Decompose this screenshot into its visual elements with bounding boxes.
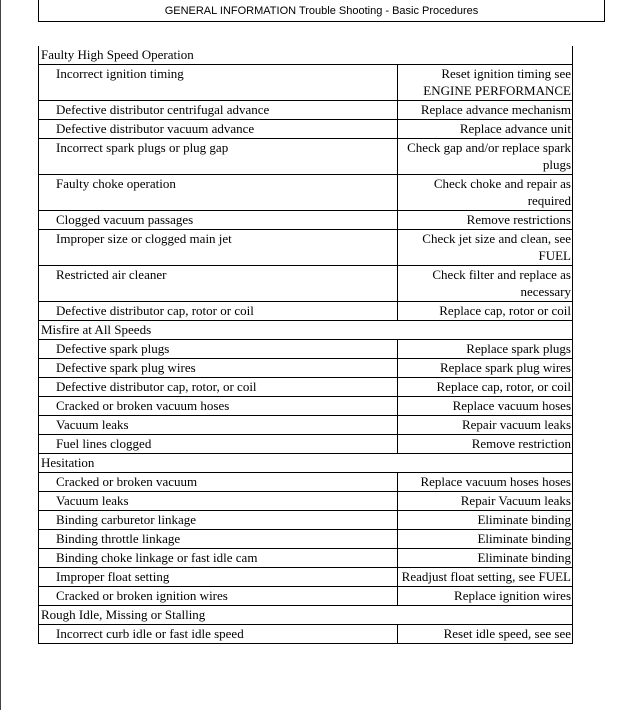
action-cell: Reset ignition timing see ENGINE PERFORMANCE: [398, 65, 573, 101]
condition-cell: Clogged vacuum passages: [39, 211, 398, 230]
action-cell: Remove restrictions: [398, 211, 573, 230]
condition-cell: Defective distributor cap, rotor, or coil: [39, 378, 398, 397]
table-row: [39, 211, 573, 230]
table-row: [39, 340, 573, 359]
table-row: [39, 230, 573, 266]
table-row: [39, 587, 573, 606]
page-header: GENERAL INFORMATION Trouble Shooting - Basic Procedures: [38, 0, 605, 22]
table-row: [39, 120, 573, 139]
section-title: Rough Idle, Missing or Stalling: [39, 606, 573, 625]
action-cell: Replace spark plug wires: [398, 359, 573, 378]
troubleshooting-table: [38, 46, 573, 644]
condition-cell: Cracked or broken ignition wires: [39, 587, 398, 606]
action-cell: Check gap and/or replace spark plugs: [398, 139, 573, 175]
table-row: [39, 359, 573, 378]
table-row: [39, 175, 573, 211]
section-title: Misfire at All Speeds: [39, 321, 573, 340]
condition-cell: Faulty choke operation: [39, 175, 398, 211]
condition-cell: Restricted air cleaner: [39, 266, 398, 302]
table-row: [39, 397, 573, 416]
condition-cell: Defective spark plugs: [39, 340, 398, 359]
table-row: [39, 625, 573, 644]
table-row: [39, 266, 573, 302]
action-cell: Remove restriction: [398, 435, 573, 454]
condition-cell: Incorrect ignition timing: [39, 65, 398, 101]
condition-cell: Defective distributor vacuum advance: [39, 120, 398, 139]
action-cell: Replace vacuum hoses hoses: [398, 473, 573, 492]
action-cell: Replace spark plugs: [398, 340, 573, 359]
section-title: Faulty High Speed Operation: [39, 46, 573, 65]
action-cell: Eliminate binding: [398, 549, 573, 568]
action-cell: Replace cap, rotor, or coil: [398, 378, 573, 397]
table-row: [39, 568, 573, 587]
action-cell: Replace advance unit: [398, 120, 573, 139]
table-row: [39, 416, 573, 435]
condition-cell: Fuel lines clogged: [39, 435, 398, 454]
table-row: [39, 549, 573, 568]
table-row: [39, 139, 573, 175]
action-cell: Replace ignition wires: [398, 587, 573, 606]
condition-cell: Incorrect spark plugs or plug gap: [39, 139, 398, 175]
condition-cell: Incorrect curb idle or fast idle speed: [39, 625, 398, 644]
section-title: Hesitation: [39, 454, 573, 473]
action-cell: Repair Vacuum leaks: [398, 492, 573, 511]
condition-cell: Improper size or clogged main jet: [39, 230, 398, 266]
table-row: [39, 530, 573, 549]
condition-cell: Vacuum leaks: [39, 416, 398, 435]
table-row: [39, 302, 573, 321]
table-row: [39, 378, 573, 397]
condition-cell: Defective spark plug wires: [39, 359, 398, 378]
action-cell: Eliminate binding: [398, 530, 573, 549]
action-cell: Check choke and repair as required: [398, 175, 573, 211]
condition-cell: Cracked or broken vacuum: [39, 473, 398, 492]
action-cell: Reset idle speed, see see: [398, 625, 573, 644]
action-cell: Eliminate binding: [398, 511, 573, 530]
condition-cell: Binding carburetor linkage: [39, 511, 398, 530]
table-row: [39, 492, 573, 511]
page-edge: [0, 0, 1, 710]
condition-cell: Cracked or broken vacuum hoses: [39, 397, 398, 416]
action-cell: Readjust float setting, see FUEL: [398, 568, 573, 587]
condition-cell: Vacuum leaks: [39, 492, 398, 511]
table-row: [39, 101, 573, 120]
table-row: [39, 435, 573, 454]
condition-cell: Binding throttle linkage: [39, 530, 398, 549]
condition-cell: Improper float setting: [39, 568, 398, 587]
condition-cell: Binding choke linkage or fast idle cam: [39, 549, 398, 568]
table-row: [39, 65, 573, 101]
action-cell: Replace vacuum hoses: [398, 397, 573, 416]
action-cell: Replace cap, rotor or coil: [398, 302, 573, 321]
condition-cell: Defective distributor cap, rotor or coil: [39, 302, 398, 321]
action-cell: Check jet size and clean, see FUEL: [398, 230, 573, 266]
section-header-row: [39, 454, 573, 473]
action-cell: Check filter and replace as necessary: [398, 266, 573, 302]
section-header-row: [39, 606, 573, 625]
section-header-row: [39, 321, 573, 340]
section-header-row: [39, 46, 573, 65]
table-row: [39, 473, 573, 492]
condition-cell: Defective distributor centrifugal advance: [39, 101, 398, 120]
action-cell: Repair vacuum leaks: [398, 416, 573, 435]
action-cell: Replace advance mechanism: [398, 101, 573, 120]
table-row: [39, 511, 573, 530]
